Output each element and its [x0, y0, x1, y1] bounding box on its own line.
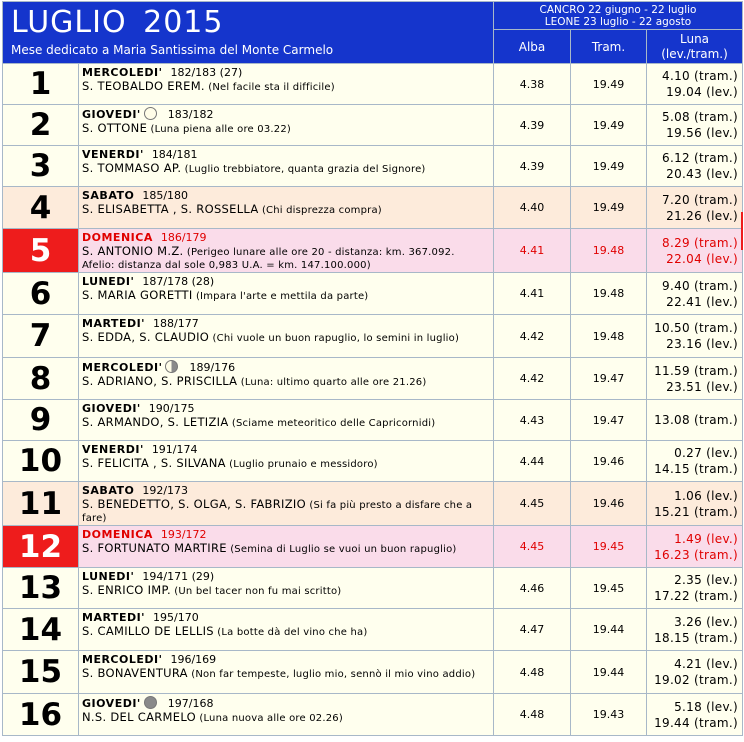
weekday-name: MARTEDI' — [82, 317, 146, 330]
day-row — [3, 609, 743, 651]
saying-note: (Perigeo lunare alle ore 20 - distanza: km. 367.092. Afelio: distanza dal sole 0,983 U.A. = km. 147.100.000) — [82, 247, 455, 271]
day-number: 12 — [3, 526, 79, 568]
sunset-time: 19.47 — [571, 358, 647, 400]
column-header-alba: Alba — [494, 30, 571, 64]
moon-time-1: 0.27 (lev.) — [674, 446, 739, 460]
day-row — [3, 105, 743, 146]
day-info — [79, 568, 494, 609]
zodiac-leo: LEONE 23 luglio - 22 agosto — [544, 16, 692, 28]
moon-time-1: 6.12 (tram.) — [662, 151, 739, 165]
sunrise-time: 4.39 — [494, 146, 571, 187]
weekday-name: MARTEDI' — [82, 611, 146, 624]
moon-time-1: 10.50 (tram.) — [654, 321, 739, 335]
weekday-name: DOMENICA — [82, 231, 153, 244]
moon-time-2: 22.41 (lev.) — [666, 294, 739, 309]
saint-name: S. TOMMASO AP. — [82, 161, 182, 175]
saint-name: S. FELICITA , S. SILVANA — [82, 456, 226, 470]
day-of-year: 189/176 — [189, 361, 236, 374]
weekday-name: GIOVEDI' — [82, 108, 141, 121]
moon-time-1: 5.18 (lev.) — [674, 699, 739, 714]
sunrise-time: 4.48 — [494, 651, 571, 694]
moon-times — [647, 358, 743, 400]
sunset-time: 19.48 — [571, 273, 647, 315]
day-info — [79, 694, 494, 736]
day-info — [79, 273, 494, 315]
moon-time-2: 23.16 (lev.) — [666, 337, 739, 351]
saying-note: (Un bel tacer non fu mai scritto) — [170, 586, 342, 597]
sunrise-time: 4.45 — [494, 482, 571, 526]
day-info — [79, 105, 494, 146]
moon-times — [647, 694, 743, 736]
column-header-tram: Tram. — [571, 30, 647, 64]
moon-times — [647, 315, 743, 358]
day-row — [3, 273, 743, 315]
weekday-name: SABATO — [82, 484, 135, 497]
moon-times — [647, 526, 743, 568]
day-row — [3, 651, 743, 694]
moon-times — [647, 229, 743, 273]
saying-note: (Luglio prunaio e messidoro) — [225, 459, 378, 470]
moon-time-1: 9.40 (tram.) — [662, 278, 739, 293]
day-info — [79, 482, 494, 526]
row-edge-marker — [741, 212, 743, 250]
day-of-year: 183/182 — [167, 108, 214, 121]
weekday-name: GIOVEDI' — [82, 697, 141, 710]
sunset-time: 19.46 — [571, 482, 647, 526]
day-of-year: 193/172 — [160, 528, 207, 541]
moon-times — [647, 64, 743, 105]
moon-time-1: 4.10 (tram.) — [662, 69, 739, 83]
weekday-name: GIOVEDI' — [82, 402, 141, 415]
day-info — [79, 187, 494, 229]
moon-time-1: 11.59 (tram.) — [654, 363, 739, 378]
moon-time-2: 19.44 (tram.) — [654, 715, 739, 730]
weekday-name: MERCOLEDI' — [82, 361, 163, 374]
day-number: 10 — [3, 441, 79, 482]
moon-times — [647, 187, 743, 229]
sunrise-time: 4.42 — [494, 358, 571, 400]
sunset-time: 19.49 — [571, 105, 647, 146]
saying-note: (Luna nuova alle ore 02.26) — [195, 713, 343, 724]
moon-time-1: 7.20 (tram.) — [662, 192, 739, 207]
saying-note: (La botte dà del vino che ha) — [213, 627, 368, 638]
day-number: 6 — [3, 273, 79, 315]
day-of-year: 196/169 — [170, 653, 217, 666]
moon-times — [647, 609, 743, 651]
day-of-year: 195/170 — [153, 611, 199, 624]
day-info — [79, 400, 494, 441]
sunrise-time: 4.48 — [494, 694, 571, 736]
moon-time-2: 23.51 (lev.) — [666, 379, 739, 394]
sunrise-time: 4.47 — [494, 609, 571, 651]
sunrise-time: 4.46 — [494, 568, 571, 609]
saint-name: S. ARMANDO, S. LETIZIA — [82, 415, 229, 429]
moon-times — [647, 400, 743, 441]
moon-time-1: 3.26 (lev.) — [674, 614, 739, 629]
saying-note: (Nel facile sta il difficile) — [204, 82, 335, 93]
day-row — [3, 229, 743, 273]
day-info — [79, 64, 494, 105]
sunrise-time: 4.43 — [494, 400, 571, 441]
saying-note: (Luglio trebbiatore, quanta grazia del Signore) — [181, 164, 426, 175]
sunset-time: 19.47 — [571, 400, 647, 441]
weekday-name: VENERDI' — [82, 148, 144, 161]
sunrise-time: 4.44 — [494, 441, 571, 482]
sunset-time: 19.44 — [571, 651, 647, 694]
moon-time-1: 13.08 (tram.) — [654, 413, 739, 427]
month-header — [3, 2, 494, 64]
moon-time-1: 8.29 (tram.) — [662, 235, 739, 250]
sunrise-time: 4.38 — [494, 64, 571, 105]
zodiac-info — [494, 2, 743, 30]
weekday-name: MERCOLEDI' — [82, 653, 163, 666]
moon-time-2: 19.04 (lev.) — [666, 85, 739, 99]
sunrise-time: 4.45 — [494, 526, 571, 568]
moon-time-1: 1.49 (lev.) — [674, 531, 739, 546]
moon-times — [647, 146, 743, 187]
moon-time-1: 5.08 (tram.) — [662, 110, 739, 124]
sunset-time: 19.49 — [571, 187, 647, 229]
moon-phase-new-icon — [144, 696, 157, 709]
day-row — [3, 526, 743, 568]
day-row — [3, 358, 743, 400]
weekday-name: LUNEDI' — [82, 570, 135, 583]
moon-time-1: 1.06 (lev.) — [674, 488, 739, 503]
weekday-name: SABATO — [82, 189, 135, 202]
day-row — [3, 315, 743, 358]
day-of-year: 194/171 (29) — [142, 570, 215, 583]
saying-note: (Sciame meteoritico delle Capricornidi) — [228, 418, 436, 429]
month-dedication: Mese dedicato a Maria Santissima del Monte Carmelo — [11, 43, 334, 57]
day-number: 3 — [3, 146, 79, 187]
day-number: 13 — [3, 568, 79, 609]
day-row — [3, 187, 743, 229]
day-of-year: 185/180 — [142, 189, 189, 202]
day-info — [79, 526, 494, 568]
moon-time-1: 4.21 (lev.) — [674, 657, 739, 671]
day-of-year: 190/175 — [148, 402, 195, 415]
zodiac-cancer: CANCRO 22 giugno - 22 luglio — [539, 4, 697, 16]
sunrise-time: 4.42 — [494, 315, 571, 358]
weekday-name: VENERDI' — [82, 443, 144, 456]
day-row — [3, 694, 743, 736]
saint-name: S. CAMILLO DE LELLIS — [82, 624, 214, 638]
saying-note: (Si fa più presto a disfare che a fare) — [82, 500, 473, 524]
saint-name: S. TEOBALDO EREM. — [82, 79, 205, 93]
column-header-luna: Luna (lev./tram.) — [647, 30, 743, 64]
day-of-year: 192/173 — [142, 484, 189, 497]
moon-time-2: 16.23 (tram.) — [654, 547, 739, 562]
moon-time-2: 22.04 (lev.) — [666, 251, 739, 266]
moon-times — [647, 105, 743, 146]
day-number: 8 — [3, 358, 79, 400]
day-of-year: 187/178 (28) — [142, 275, 215, 288]
moon-times — [647, 482, 743, 526]
day-row — [3, 400, 743, 441]
weekday-name: DOMENICA — [82, 528, 153, 541]
sunrise-time: 4.41 — [494, 273, 571, 315]
saint-name: S. MARIA GORETTI — [82, 288, 193, 302]
moon-times — [647, 568, 743, 609]
day-info — [79, 315, 494, 358]
weekday-name: LUNEDI' — [82, 275, 135, 288]
day-number: 14 — [3, 609, 79, 651]
saint-name: N.S. DEL CARMELO — [82, 710, 196, 724]
day-info — [79, 609, 494, 651]
saying-note: (Luna piena alle ore 03.22) — [147, 124, 292, 135]
day-of-year: 182/183 (27) — [170, 66, 243, 79]
weekday-name: MERCOLEDI' — [82, 66, 163, 79]
day-info — [79, 358, 494, 400]
day-row — [3, 441, 743, 482]
day-number: 4 — [3, 187, 79, 229]
sunset-time: 19.48 — [571, 315, 647, 358]
moon-time-2: 20.43 (lev.) — [666, 167, 739, 181]
saying-note: (Chi disprezza compra) — [258, 205, 382, 216]
moon-time-2: 15.21 (tram.) — [654, 504, 739, 519]
day-row — [3, 482, 743, 526]
sunset-time: 19.45 — [571, 526, 647, 568]
day-of-year: 191/174 — [151, 443, 198, 456]
calendar-table — [2, 1, 743, 736]
moon-phase-full-icon — [144, 107, 157, 120]
header-row-top — [3, 2, 743, 30]
moon-phase-last-icon — [165, 360, 178, 373]
sunset-time: 19.49 — [571, 64, 647, 105]
moon-times — [647, 441, 743, 482]
day-number: 1 — [3, 64, 79, 105]
moon-time-2: 18.15 (tram.) — [654, 630, 739, 645]
moon-time-2: 19.02 (tram.) — [654, 673, 739, 687]
moon-times — [647, 651, 743, 694]
saint-name: S. BENEDETTO, S. OLGA, S. FABRIZIO — [82, 497, 306, 511]
sunrise-time: 4.39 — [494, 105, 571, 146]
saint-name: S. ENRICO IMP. — [82, 583, 171, 597]
saint-name: S. ADRIANO, S. PRISCILLA — [82, 374, 238, 388]
saint-name: S. EDDA, S. CLAUDIO — [82, 330, 210, 344]
sunset-time: 19.44 — [571, 609, 647, 651]
sunset-time: 19.48 — [571, 229, 647, 273]
day-info — [79, 146, 494, 187]
saint-name: S. OTTONE — [82, 121, 148, 135]
moon-time-2: 21.26 (lev.) — [666, 208, 739, 223]
sunset-time: 19.43 — [571, 694, 647, 736]
month-title: LUGLIO 2015 — [11, 5, 224, 40]
saying-note: (Non far tempeste, luglio mio, sennò il mio vino addio) — [187, 669, 476, 680]
saying-note: (Impara l'arte e mettila da parte) — [192, 291, 369, 302]
day-of-year: 184/181 — [151, 148, 198, 161]
day-number: 9 — [3, 400, 79, 441]
saint-name: S. ELISABETTA , S. ROSSELLA — [82, 202, 259, 216]
day-number: 16 — [3, 694, 79, 736]
moon-time-2: 19.56 (lev.) — [666, 126, 739, 140]
moon-time-2: 17.22 (tram.) — [654, 589, 739, 603]
sunset-time: 19.45 — [571, 568, 647, 609]
moon-time-1: 2.35 (lev.) — [674, 573, 739, 587]
saint-name: S. FORTUNATO MARTIRE — [82, 541, 227, 555]
moon-time-2: 14.15 (tram.) — [654, 462, 739, 476]
sunset-time: 19.46 — [571, 441, 647, 482]
sunrise-time: 4.41 — [494, 229, 571, 273]
sunrise-time: 4.40 — [494, 187, 571, 229]
day-of-year: 197/168 — [167, 697, 214, 710]
day-row — [3, 64, 743, 105]
saying-note: (Chi vuole un buon rapuglio, lo semini in luglio) — [209, 333, 460, 344]
saying-note: (Luna: ultimo quarto alle ore 21.26) — [237, 377, 427, 388]
day-number: 2 — [3, 105, 79, 146]
sunset-time: 19.49 — [571, 146, 647, 187]
day-info — [79, 651, 494, 694]
day-info — [79, 229, 494, 273]
day-row — [3, 146, 743, 187]
day-info — [79, 441, 494, 482]
day-of-year: 186/179 — [160, 231, 207, 244]
saying-note: (Semina di Luglio se vuoi un buon rapuglio) — [226, 544, 457, 555]
day-number: 11 — [3, 482, 79, 526]
saint-name: S. ANTONIO M.Z. — [82, 244, 184, 258]
day-number: 7 — [3, 315, 79, 358]
moon-times — [647, 273, 743, 315]
day-number: 5 — [3, 229, 79, 273]
saint-name: S. BONAVENTURA — [82, 666, 188, 680]
day-rows — [3, 64, 743, 736]
day-row — [3, 568, 743, 609]
day-of-year: 188/177 — [153, 317, 199, 330]
day-number: 15 — [3, 651, 79, 694]
